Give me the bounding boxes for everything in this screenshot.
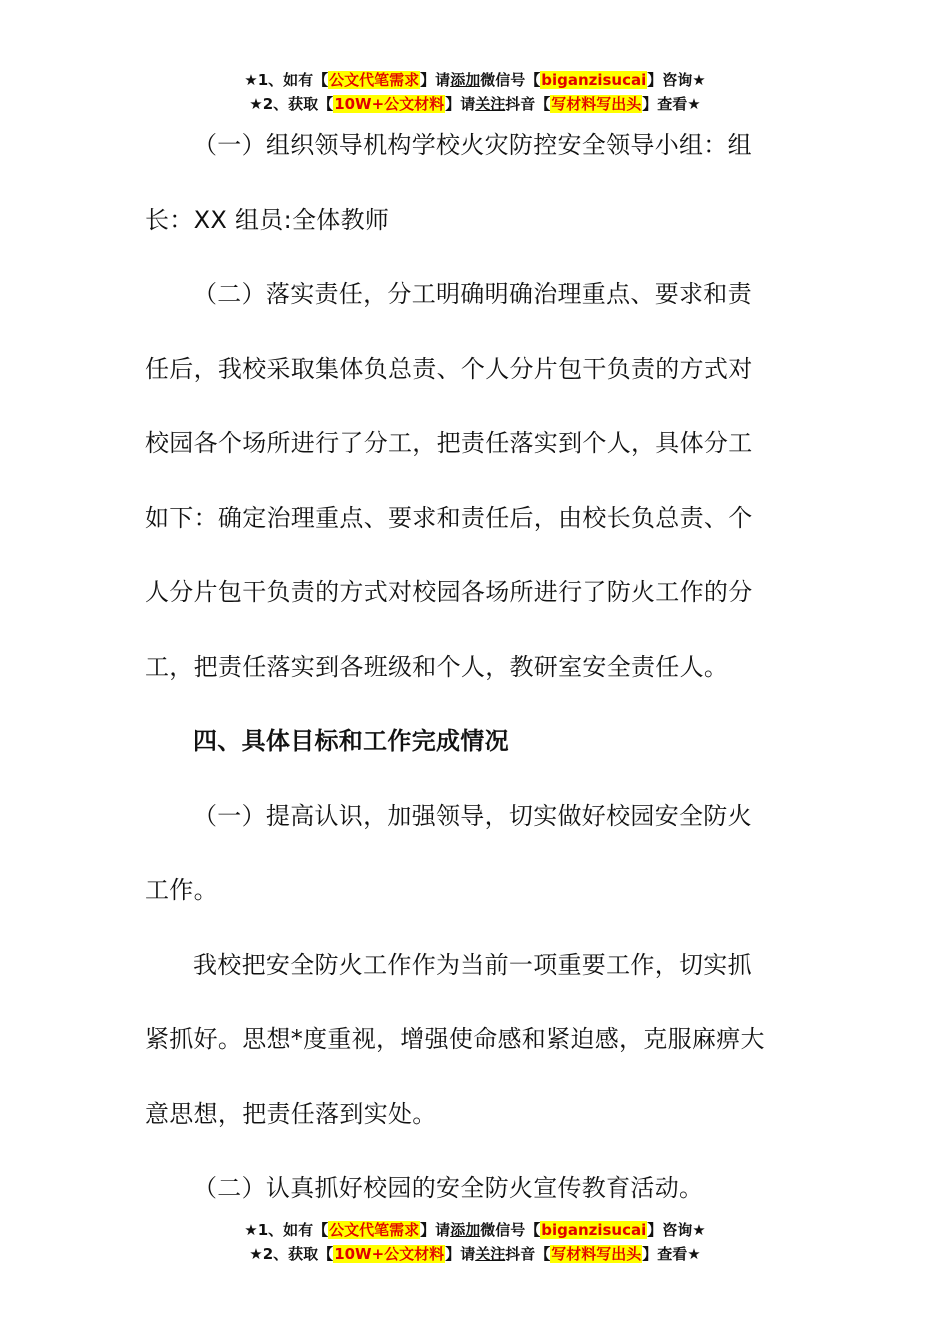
banner-underlined-text: 添加 [450,71,481,89]
paragraph-line: 紧抓好。思想*度重视，增强使命感和紧迫感，克服麻痹大 [145,1025,765,1053]
banner-text: ★1、如有【 [244,1221,329,1239]
paragraph-line: （一）组织领导机构学校火灾防控安全领导小组：组 [193,131,752,159]
paragraph-line: 校园各个场所进行了分工，把责任落实到个人，具体分工 [145,429,753,457]
banner-highlight: 公文代笔需求 [329,71,420,89]
banner-highlight: 10W+公文材料 [334,1245,445,1263]
paragraph-line: 工作。 [145,876,218,904]
paragraph-line: （二）落实责任，分工明确明确治理重点、要求和责 [193,280,752,308]
section-heading: 四、具体目标和工作完成情况 [193,727,509,755]
paragraph-line: 如下：确定治理重点、要求和责任后，由校长负总责、个 [145,503,753,532]
header-banner [0,68,950,116]
paragraph-line: 工，把责任落实到各班级和个人，教研室安全责任人。 [145,652,729,681]
banner-underlined-text: 关注 [475,1245,506,1263]
banner-text: 】咨询★ [647,71,706,89]
banner-text: ★1、如有【 [244,71,329,89]
banner-text: 】请 [420,71,451,89]
paragraph-line: 我校把安全防火工作作为当前一项重要工作，切实抓 [193,950,752,979]
banner-text: 微信号【 [480,1221,541,1239]
banner-text: 抖音【 [505,1245,551,1263]
banner-text: 】请 [445,1245,476,1263]
paragraph-line: 任后，我校采取集体负总责、个人分片包干负责的方式对 [145,354,753,383]
banner-text: ★2、获取【 [249,95,334,113]
banner-highlight: 写材料写出头 [551,1245,642,1263]
paragraph-line: 长：XX 组员:全体教师 [145,205,390,234]
banner-highlight: biganzisucai [541,1221,647,1239]
banner-highlight: biganzisucai [541,71,647,89]
banner-highlight: 公文代笔需求 [329,1221,420,1239]
banner-line-2 [0,92,950,116]
banner-text: 】请 [420,1221,451,1239]
paragraph-line: 意思想，把责任落到实处。 [145,1099,437,1128]
banner-underlined-text: 添加 [450,1221,481,1239]
banner-line-2 [0,1242,950,1266]
banner-text: 微信号【 [480,71,541,89]
banner-highlight: 写材料写出头 [551,95,642,113]
footer-banner [0,1218,950,1266]
banner-text: 抖音【 [505,95,551,113]
banner-text: 】查看★ [642,1245,701,1263]
paragraph-line: 人分片包干负责的方式对校园各场所进行了防火工作的分 [145,578,753,606]
banner-text: ★2、获取【 [249,1245,334,1263]
banner-line-1 [0,1218,950,1242]
banner-text: 】查看★ [642,95,701,113]
banner-highlight: 10W+公文材料 [334,95,445,113]
banner-text: 】咨询★ [647,1221,706,1239]
paragraph-line: （一）提高认识，加强领导，切实做好校园安全防火 [193,801,752,830]
banner-underlined-text: 关注 [475,95,506,113]
banner-text: 】请 [445,95,476,113]
document-body [145,125,800,1243]
banner-line-1 [0,68,950,92]
paragraph-line: （二）认真抓好校园的安全防火宣传教育活动。 [193,1174,704,1202]
